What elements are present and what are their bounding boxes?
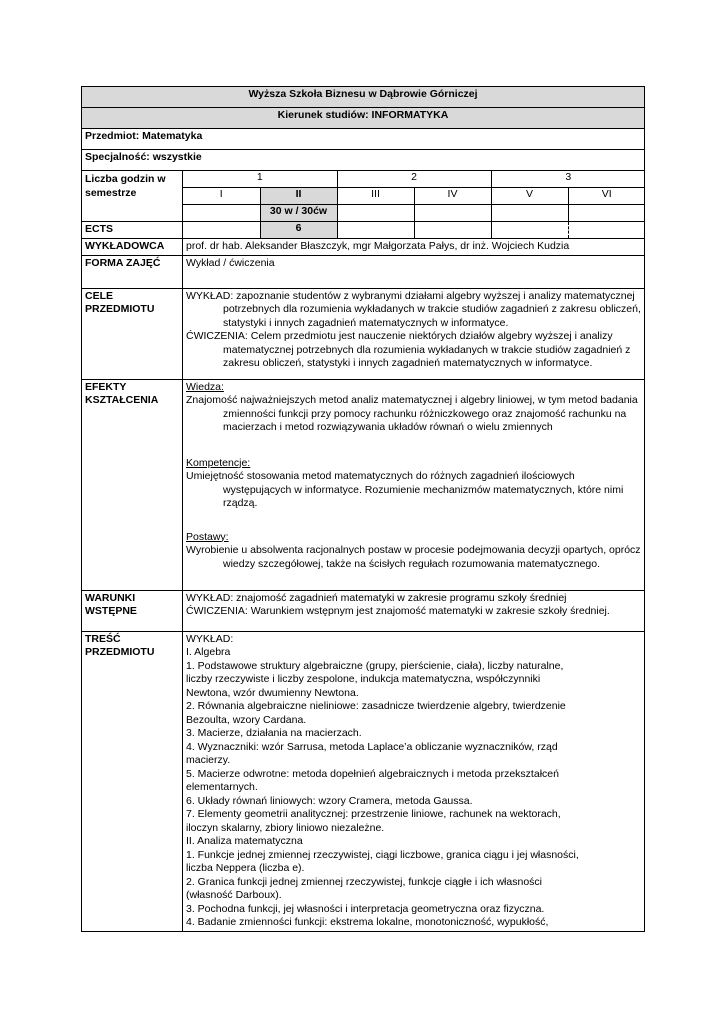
content-row [82, 631, 645, 931]
hours-grid [183, 171, 645, 221]
syllabus-table [81, 86, 645, 932]
content-line: 3. Macierze, działania na macierzach. [186, 727, 362, 739]
conditions-label-2: WSTĘPNE [85, 605, 137, 617]
year-1: 1 [183, 171, 337, 188]
content-line: 3. Pochodna funkcji, jej własności i interpretacja geometryczna oraz fizyczna. [186, 902, 545, 915]
goals-lecture: WYKŁAD: zapoznanie studentów z wybranymi działami algebry wyższej i analizy matematycznej potrzebnych dla rozumienia wykładanych w trakcie studiów zagadnień z zakresu obliczeń, statystyki i innych zagadnień matematycznych w informatyce. [186, 289, 641, 329]
years-row [183, 171, 645, 188]
content-line: WYKŁAD: [186, 632, 234, 645]
content-line: (własność Darboux). [186, 889, 282, 901]
semester-6: VI [568, 188, 645, 205]
lecturer-row [82, 239, 645, 256]
direction-row [82, 108, 645, 129]
content-line: Bezoulta, wzory Cardana. [186, 713, 307, 726]
semester-5: V [491, 188, 568, 205]
content-line: iloczyn skalarny, zbiory liniowo niezależne. [186, 821, 385, 834]
semester-1: I [183, 188, 260, 205]
attitude-text: Wyrobienie u absolwenta racjonalnych postaw w procesie podejmowania decyzji opartych, oprócz wiedzy szczegółowej, także na ścisłych regułach rozumowania matematycznego. [186, 544, 641, 570]
competence-text: Umiejętność stosowania metod matematycznych do różnych zagadnień ilościowych występujących w informatyce. Rozumienie mechanizmów matematycznych, które nimi rządzą. [186, 470, 624, 509]
semester-3: III [337, 188, 414, 205]
content-line: liczba Neppera (liczba e). [186, 862, 305, 874]
goals-row [82, 288, 645, 379]
year-2: 2 [337, 171, 491, 188]
hours-row [82, 171, 645, 222]
specialty-row [82, 150, 645, 171]
semesters-row [183, 188, 645, 205]
effects-label-2: KSZTAŁCENIA [85, 394, 159, 406]
competence-title: Kompetencje: [186, 456, 251, 469]
lecturer-value: prof. dr hab. Aleksander Błaszczyk, mgr Małgorzata Pałys, dr inż. Wojciech Kudzia [183, 239, 645, 256]
year-3: 3 [491, 171, 645, 188]
hours-label: Liczba godzin w semestrze [82, 171, 183, 222]
effects-label-1: EFEKTY [85, 380, 127, 393]
content-line: 5. Macierze odwrotne: metoda dopełnień algebraicznych i metoda przekształceń [186, 767, 559, 780]
lecturer-label: WYKŁADOWCA [82, 239, 183, 256]
content-line: 2. Równania algebraiczne nieliniowe: zasadnicze twierdzenie algebry, twierdzenie [186, 700, 566, 712]
school-name: Wyższa Szkoła Biznesu w Dąbrowie Górniczej [82, 87, 645, 108]
content-line: 4. Wyznaczniki: wzór Sarrusa, metoda Laplace’a obliczanie wyznaczników, rząd [186, 740, 558, 753]
semester-2: II [260, 188, 337, 205]
specialty: Specjalność: wszystkie [82, 150, 645, 171]
conditions-label-1: WARUNKI [85, 591, 136, 604]
content-line: elementarnych. [186, 781, 258, 793]
form-label: FORMA ZAJĘĆ [82, 255, 183, 288]
knowledge-text: Znajomość najważniejszych metod analiz matematycznej i algebry liniowej, w tym metod badania zmienności funkcji przy pomocy rachunku różniczkowego oraz znajomość rachunku na macierzach i metod rozwiązywania układów równań o wielu zmiennych [186, 394, 638, 433]
content-line: 1. Funkcje jednej zmiennej rzeczywistej, ciągi liczbowe, granica ciągu i jej własności, [186, 848, 579, 861]
effects-row [82, 379, 645, 590]
hours-values-row [183, 205, 645, 222]
content-line: 7. Elementy geometrii analitycznej: przestrzenie liniowe, rachunek na wektorach, [186, 808, 561, 820]
study-direction: Kierunek studiów: INFORMATYKA [82, 108, 645, 129]
conditions-row [82, 590, 645, 631]
ects-row [82, 222, 645, 239]
hours-value: 30 w / 30ćw [260, 205, 337, 222]
semester-4: IV [414, 188, 491, 205]
ects-value: 6 [260, 222, 337, 238]
content-line: Newtona, wzór dwumienny Newtona. [186, 686, 359, 699]
goals-exercises: ĆWICZENIA: Celem przedmiotu jest nauczenie niektórych działów algebry wyższej i analizy matematycznej potrzebnych dla rozumienia wykładanych w trakcie studiów zagadnień z zakresu obliczeń, statystyki i innych zagadnień matematycznych w informatyce. [186, 330, 631, 369]
knowledge-title: Wiedza: [186, 380, 224, 393]
conditions-lecture: WYKŁAD: znajomość zagadnień matematyki w zakresie programu szkoły średniej [186, 591, 567, 604]
syllabus-document [81, 86, 644, 973]
goals-label-1: CELE [85, 289, 114, 302]
content-line: II. Analiza matematyczna [186, 835, 303, 847]
school-row [82, 87, 645, 108]
content-lines [183, 631, 645, 931]
attitude-title: Postawy: [186, 530, 229, 543]
content-line: I. Algebra [186, 646, 231, 658]
form-value: Wykład / ćwiczenia [183, 255, 645, 288]
content-line: 1. Podstawowe struktury algebraiczne (grupy, pierścienie, ciała), liczby naturalne, [186, 659, 564, 672]
content-line: 4. Badanie zmienności funkcji: ekstrema lokalne, monotoniczność, wypukłość, [186, 916, 549, 928]
content-label-2: PRZEDMIOTU [85, 646, 155, 658]
content-label-1: TREŚĆ [85, 632, 121, 645]
goals-label-2: PRZEDMIOTU [85, 303, 155, 315]
conditions-exercises: ĆWICZENIA: Warunkiem wstępnym jest znajomość matematyki w zakresie szkoły średniej. [186, 605, 610, 617]
subject-row [82, 129, 645, 150]
content-line: 6. Układy równań liniowych: wzory Cramera, metoda Gaussa. [186, 794, 473, 807]
content-line: macierzy. [186, 754, 231, 766]
form-row [82, 255, 645, 288]
subject: Przedmiot: Matematyka [82, 129, 645, 150]
content-line: liczby rzeczywiste i liczby zespolone, indukcja matematyczna, współczynniki [186, 673, 541, 685]
ects-label: ECTS [82, 222, 183, 239]
content-line: 2. Granica funkcji jednej zmiennej rzeczywistej, funkcje ciągłe i ich własności [186, 875, 542, 888]
